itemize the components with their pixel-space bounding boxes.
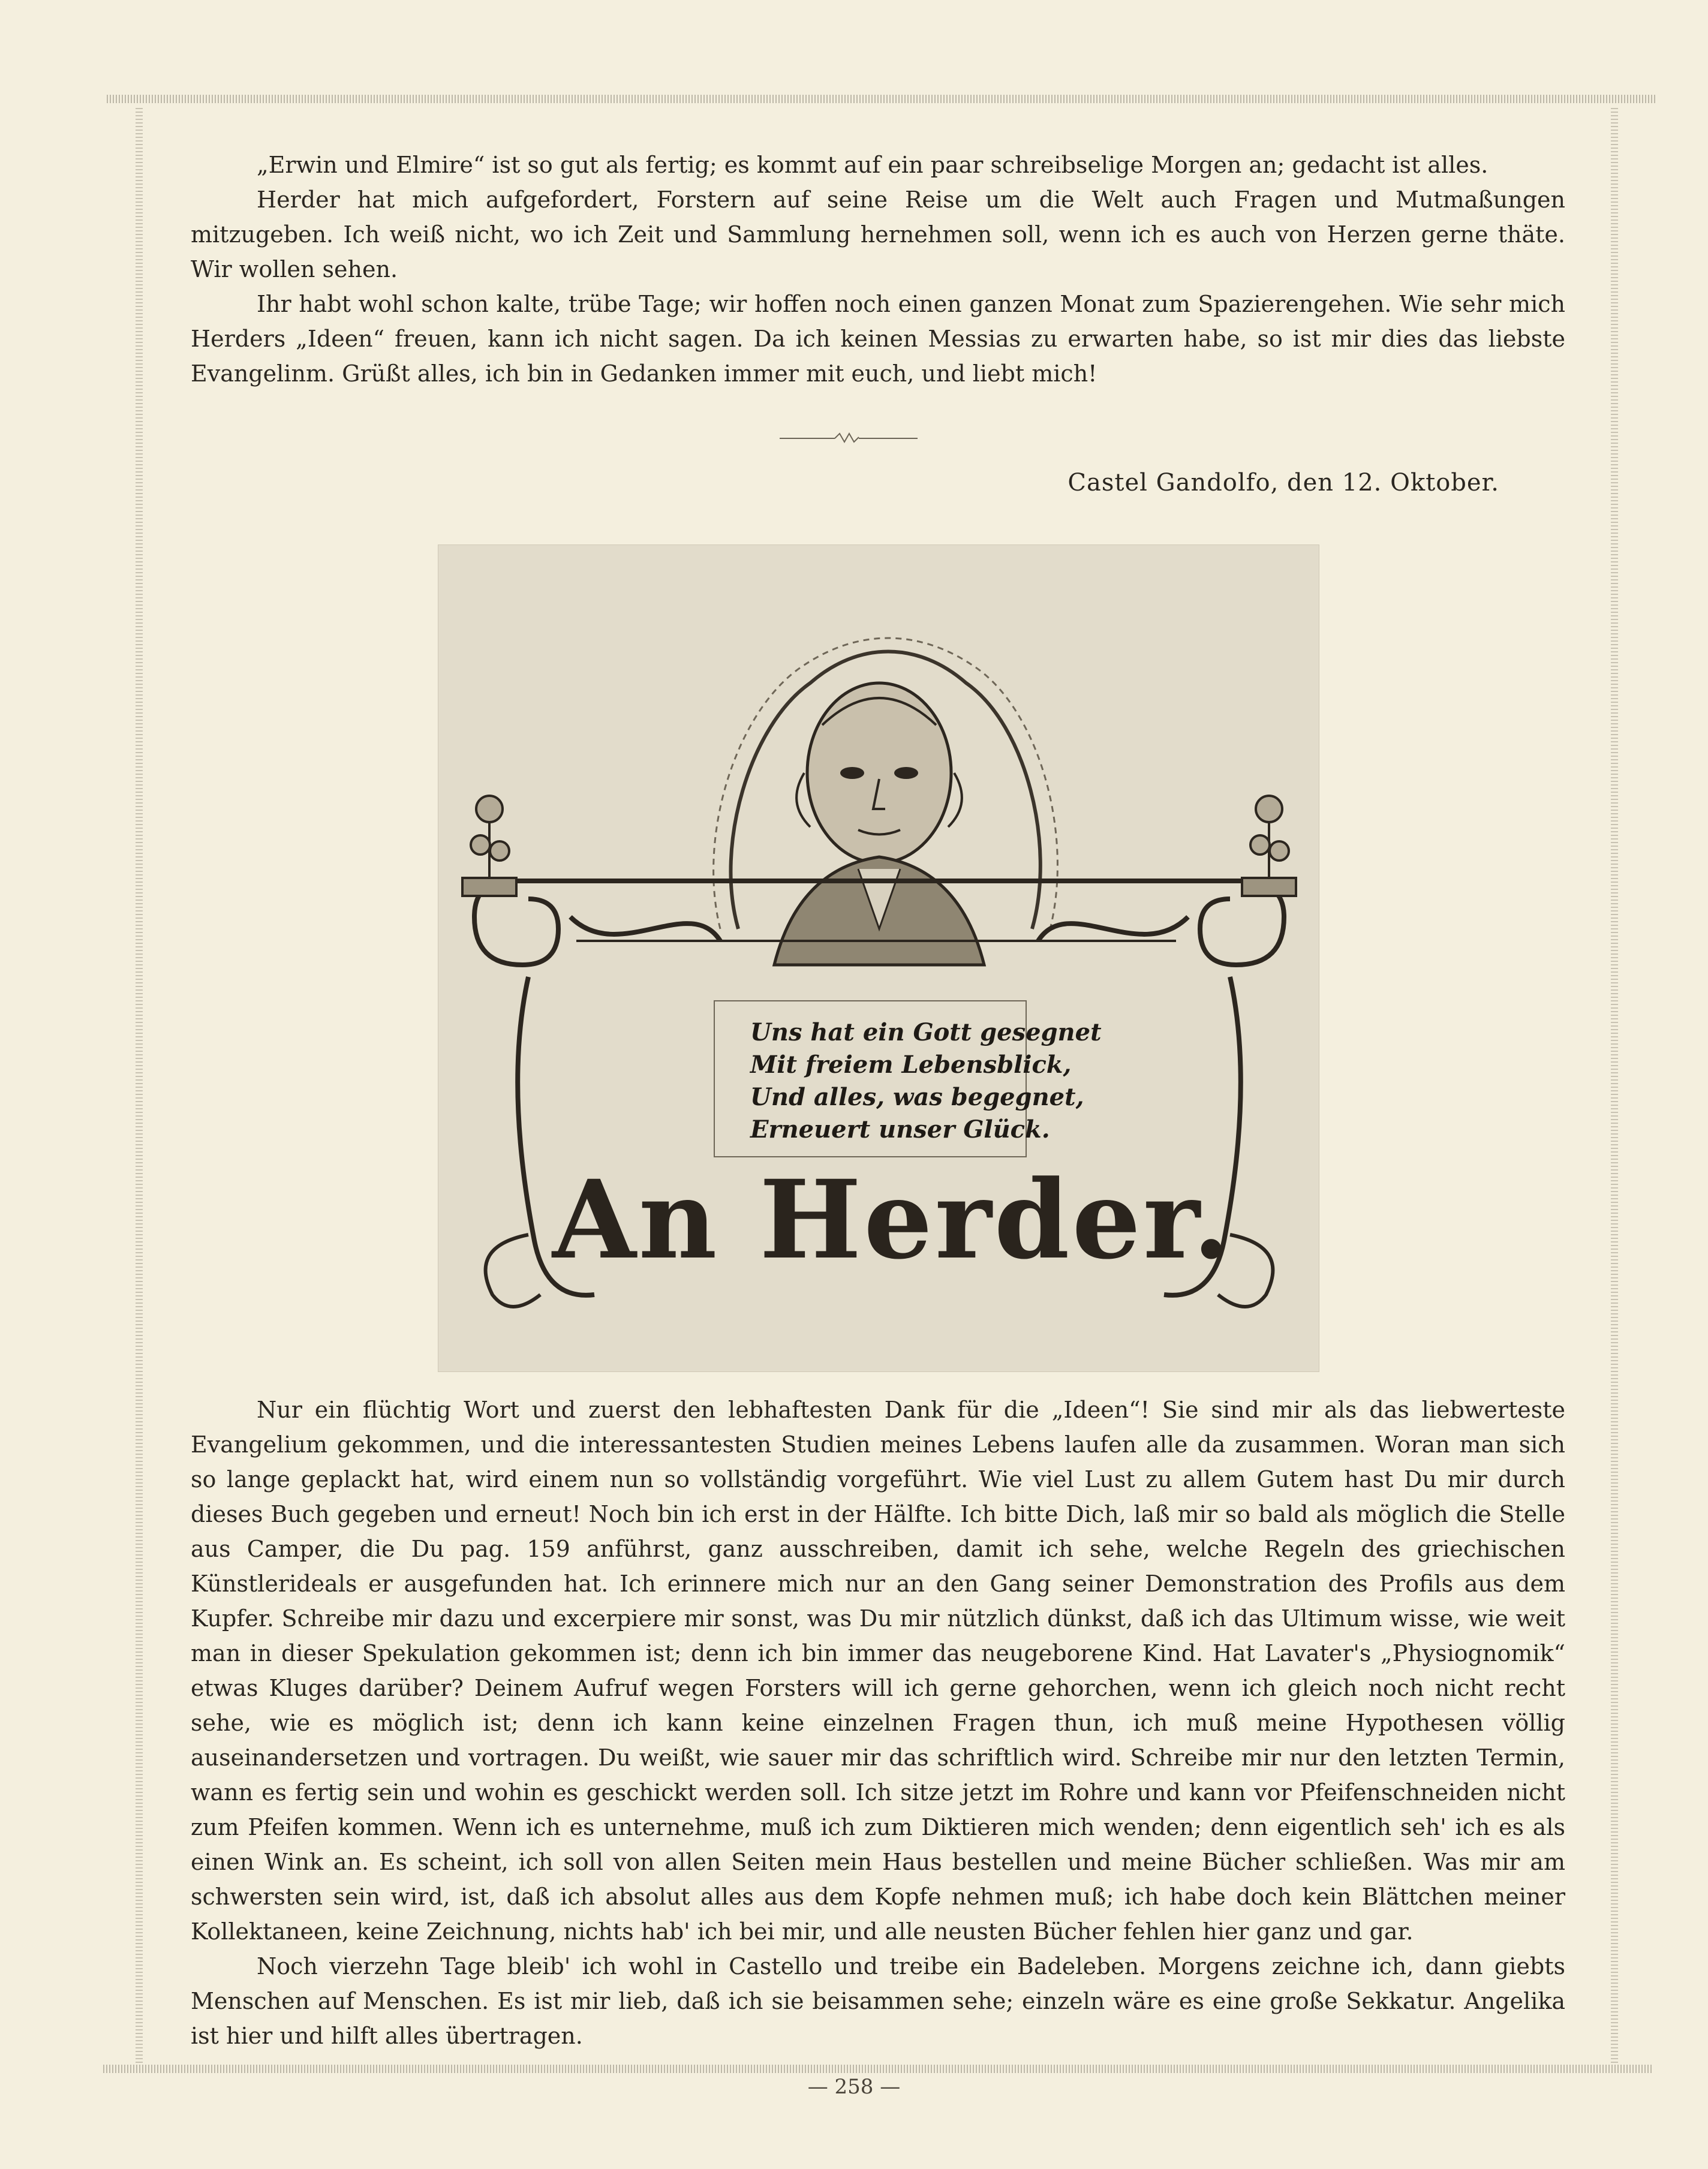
portrait-head — [774, 683, 984, 965]
verse-line: Und alles, was begegnet, — [750, 1083, 1084, 1111]
dateline: Castel Gandolfo, den 12. Oktober. — [1068, 469, 1499, 497]
engraving-plate — [438, 544, 1319, 1372]
letter-text-top — [191, 148, 1565, 391]
section-divider-ornament — [780, 429, 918, 447]
flower-urn-right — [1242, 796, 1296, 896]
paragraph: Herder hat mich aufgefordert, Forstern auf seine Reise um die Welt auch Fragen und Mutmaßungen mitzugeben. Ich weiß nicht, wo ich Zeit und Sammlung hernehmen soll, wenn ich es auch von Herzen gerne thäte. Wir wollen sehen. — [191, 186, 1565, 282]
verse-line: Erneuert unser Glück. — [750, 1115, 1050, 1144]
flower-urn-left — [462, 796, 516, 896]
letter-text-bottom — [191, 1392, 1565, 2053]
paragraph: „Erwin und Elmire“ ist so gut als fertig; es kommt auf ein paar schreibselige Morgen an; gedacht ist alles. — [257, 152, 1489, 178]
page-number: — 258 — — [807, 2075, 901, 2099]
paragraph: Ihr habt wohl schon kalte, trübe Tage; wir hoffen noch einen ganzen Monat zum Spazierengehen. Wie sehr mich Herders „Ideen“ freuen, kann ich nicht sagen. Da ich keinen Messias zu erwarten habe, so ist mir dies das liebste Evangelinm. Grüßt alles, ich bin in Gedanken immer mit euch, und liebt mich! — [191, 291, 1565, 387]
dedication-title: An Herder. — [552, 1157, 1232, 1283]
dedication-verse — [750, 1016, 1102, 1146]
decorative-border-top — [107, 95, 1656, 103]
paragraph: Noch vierzehn Tage bleib' ich wohl in Castello und treibe ein Badeleben. Morgens zeichne ich, dann giebts Menschen auf Menschen. Es ist mir lieb, daß ich sie beisammen sehe; einzeln wäre es eine große Sekkatur. Angelika ist hier und hilft alles übertragen. — [191, 1953, 1565, 2049]
verse-line: Mit freiem Lebensblick, — [750, 1051, 1072, 1079]
verse-line: Uns hat ein Gott gesegnet — [750, 1018, 1102, 1046]
decorative-border-bottom — [103, 2065, 1653, 2073]
paragraph: Nur ein flüchtig Wort und zuerst den lebhaftesten Dank für die „Ideen“! Sie sind mir als das liebwerteste Evangelium gekommen, und die interessantesten Studien meines Lebens laufen alle da zusammen. Woran man sich so lange geplackt hat, wird einem nun so vollständig vorgeführt. Wie viel Lust zu allem Gutem hast Du mir durch dieses Buch gegeben und erneut! Noch bin ich erst in der Hälfte. Ich bitte Dich, laß mir so bald als möglich die Stelle aus Camper, die Du pag. 159 anführst, ganz ausschreiben, damit ich sehe, welche Regeln des griechischen Künstlerideals er ausgefunden hat. Ich erinnere mich nur an den Gang seiner Demonstration des Profils aus dem Kupfer. Schreibe mir dazu und excerpiere mir sonst, was Du mir nützlich dünkst, daß ich das Ultimum wisse, wie weit man in dieser Spekulation gekommen ist; denn ich bin immer das neugeborene Kind. Hat Lavater's „Physiognomik“ etwas Kluges darüber? Deinem Aufruf wegen Forsters will ich gerne gehorchen, wenn ich gleich noch nicht recht sehe, wie es möglich ist; denn ich kann keine einzelnen Fragen thun, ich muß meine Hypothesen völlig auseinandersetzen und vortragen. Du weißt, wie sauer mir das schriftlich wird. Schreibe mir nur den letzten Termin, wann es fertig sein und wohin es geschickt werden soll. Ich sitze jetzt im Rohre und kann vor Pfeifenschneiden nicht zum Pfeifen kommen. Wenn ich es unternehme, muß ich zum Diktieren mich wenden; denn eigentlich seh' ich es als einen Wink an. Es scheint, ich soll von allen Seiten mein Haus bestellen und meine Bücher schließen. Was mir am schwersten sein wird, ist, daß ich absolut alles aus dem Kopfe nehmen muß; ich habe doch kein Blättchen meiner Kollektaneen, keine Zeichnung, nichts hab' ich bei mir, und alle neusten Bücher fehlen hier ganz und gar. — [191, 1397, 1565, 1945]
decorative-border-left — [136, 107, 143, 2063]
decorative-border-right — [1611, 107, 1618, 2063]
